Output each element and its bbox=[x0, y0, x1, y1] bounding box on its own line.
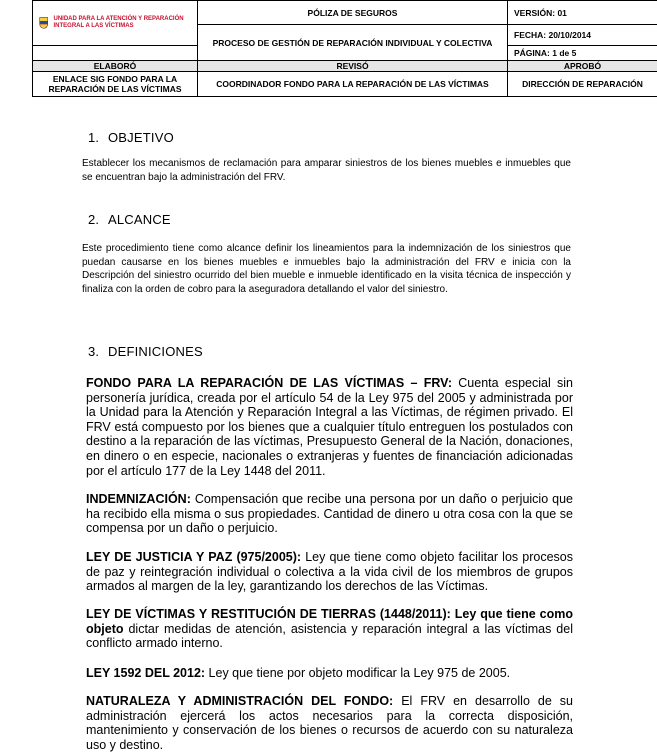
aprobo-value: DIRECCIÓN DE REPARACIÓN bbox=[508, 72, 657, 97]
date-label: FECHA: 20/10/2014 bbox=[508, 25, 657, 46]
aprobo-header: APROBÓ bbox=[508, 61, 657, 72]
section-heading-objetivo: 1. OBJETIVO bbox=[88, 130, 174, 145]
definition-ley-victimas: LEY DE VÍCTIMAS Y RESTITUCIÓN DE TIERRAS (1448/2011): Ley que tiene como objeto dictar medidas de atención, asistencia y reparación integral a las víctimas del conflicto armado interno. bbox=[86, 607, 573, 651]
page-label: PÁGINA: 1 de 5 bbox=[508, 46, 657, 61]
process-name: PROCESO DE GESTIÓN DE REPARACIÓN INDIVIDUAL Y COLECTIVA bbox=[198, 25, 508, 61]
document-header-table bbox=[32, 0, 657, 97]
reviso-value: COORDINADOR FONDO PARA LA REPARACIÓN DE LAS VÍCTIMAS bbox=[198, 72, 508, 97]
objetivo-paragraph: Establecer los mecanismos de reclamación para amparar siniestros de los bienes muebles e inmuebles que se encuentran bajo la administración del FRV. bbox=[82, 157, 571, 184]
institution-logo bbox=[33, 14, 197, 32]
definition-ley-1592: LEY 1592 DEL 2012: Ley que tiene por objeto modificar la Ley 975 de 2005. bbox=[86, 666, 573, 681]
coat-of-arms-icon bbox=[39, 14, 48, 32]
reviso-header: REVISÓ bbox=[198, 61, 508, 72]
definition-frv: FONDO PARA LA REPARACIÓN DE LAS VÍCTIMAS – FRV: Cuenta especial sin personería jurídica, creada por el artículo 54 de la Ley 975 del 2005 y administrada por la Unidad para la Atención y Reparación Integral a las Víctimas, de régimen privado. El FRV está compuesto por los bienes que a cualquier título entreguen los postulados con destino a la reparación de las víctimas, Presupuesto General de la Nación, donaciones, en dinero o en especie, nacionales o extranjeras y fuentes de financiación adicionadas por el artículo 177 de la Ley 1448 del 2011. bbox=[86, 376, 573, 478]
definition-ley-justicia-paz: LEY DE JUSTICIA Y PAZ (975/2005): Ley que tiene como objeto facilitar los procesos de paz y reintegración individual o colectiva a la vida civil de los miembros de grupos armados al margen de la ley, garantizando los derechos de las Víctimas. bbox=[86, 550, 573, 594]
definition-indemnizacion: INDEMNIZACIÓN: Compensación que recibe una persona por un daño o perjuicio que ha recibido ella misma o sus propiedades. Cantidad de dinero u otra cosa con la que se compensa por un daño o perjuicio. bbox=[86, 492, 573, 536]
section-heading-definiciones: 3. DEFINICIONES bbox=[88, 344, 203, 359]
section-heading-alcance: 2. ALCANCE bbox=[88, 212, 171, 227]
version-label: VERSIÓN: 01 bbox=[508, 1, 657, 25]
logo-cell bbox=[33, 1, 198, 46]
logo-cell-bottom bbox=[33, 46, 198, 61]
elaboro-value: ENLACE SIG FONDO PARA LA REPARACIÓN DE LAS VÍCTIMAS bbox=[33, 72, 198, 97]
logo-text: UNIDAD PARA LA ATENCIÓN Y REPARACIÓN INTEGRAL A LAS VÍCTIMAS bbox=[53, 16, 197, 30]
alcance-paragraph: Este procedimiento tiene como alcance definir los lineamientos para la indemnización de los siniestros que puedan causarse en los bienes muebles e inmuebles bajo la administración del FRV e inicia con la Descripción del siniestro ocurrido del bien mueble e inmueble identificado en la visita técnica de inspección y finaliza con la orden de cobro para la aseguradora detallando el valor del siniestro. bbox=[82, 242, 571, 296]
elaboro-header: ELABORÓ bbox=[33, 61, 198, 72]
definition-naturaleza-fondo: NATURALEZA Y ADMINISTRACIÓN DEL FONDO: El FRV en desarrollo de su administración ejercerá los actos necesarios para la correcta disposición, mantenimiento y conservación de los bienes o recursos de acuerdo con su naturaleza uso y destino. bbox=[86, 694, 573, 752]
document-title: PÓLIZA DE SEGUROS bbox=[198, 1, 508, 25]
